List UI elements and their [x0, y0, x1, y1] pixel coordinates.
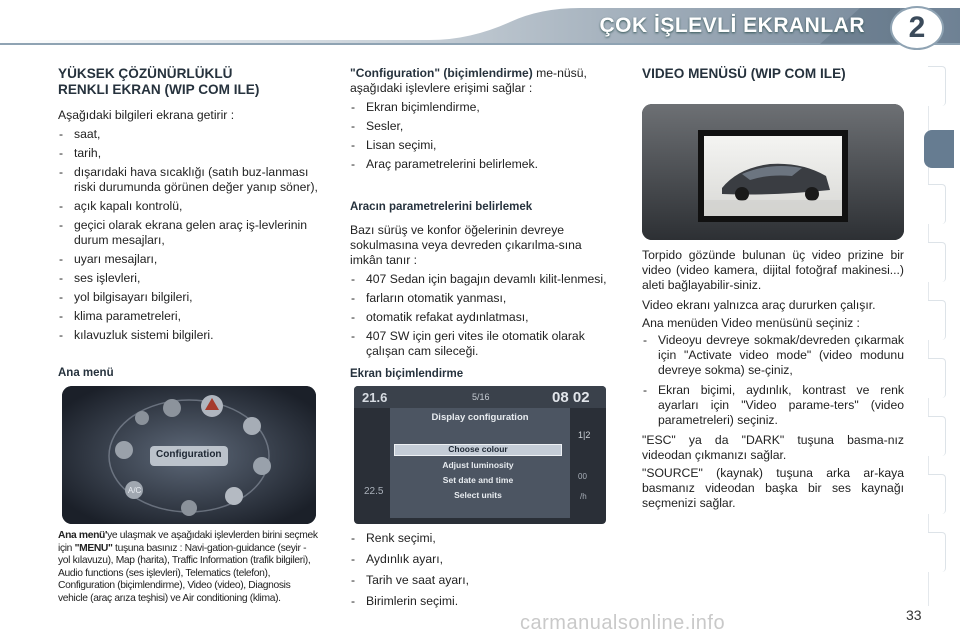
- video-screen-image: [642, 104, 904, 240]
- chapter-tabs: [928, 66, 960, 606]
- list-item: - açık kapalı kontrolü,: [58, 199, 320, 214]
- list-item: - Sesler,: [350, 119, 612, 134]
- chapter-tab[interactable]: [928, 416, 946, 456]
- chapter-tab[interactable]: [928, 474, 946, 514]
- chapter-tab[interactable]: [928, 242, 946, 282]
- list-item: - 407 SW için geri vites ile otomatik olarak çalışan cam sileceği.: [350, 329, 612, 359]
- watermark: carmanualsonline.info: [520, 612, 726, 634]
- main-menu-caption: Ana menü'ye ulaşmak ve aşağıdaki işlevlerden birini seçmek için "MENU" tuşuna basınız : Navi-gation-guidance (seyir - yol kılavuzu), Map (harita), Traffic Information (trafik bilgileri), Audio functions (ses işlevleri), Telematics (telefon), Configuration (biçimlendirme), Video (video), Diagnosis vehicle (araç arıza teşhisi) ve Air conditioning (klima).: [58, 530, 318, 604]
- config-list: [350, 100, 612, 172]
- list-item: - kılavuzluk sistemi bilgileri.: [58, 328, 320, 343]
- screen-temp-readout: 21.6: [362, 390, 388, 405]
- video-para-2: Video ekranı yalnızca araç dururken çalışır.: [642, 298, 876, 312]
- list-item: - uyarı mesajları,: [58, 252, 320, 267]
- list-item: - saat,: [58, 127, 320, 142]
- list-item: - geçici olarak ekrana gelen araç iş-levlerinin durum mesajları,: [58, 218, 320, 248]
- list-item: - Tarih ve saat ayarı,: [350, 573, 612, 588]
- chapter-tab[interactable]: [928, 66, 946, 106]
- chapter-tab-active[interactable]: [924, 130, 954, 168]
- list-item: - Araç parametrelerini belirlemek.: [350, 157, 612, 172]
- list-item: - Renk seçimi,: [350, 531, 612, 546]
- menu-screen-label: Configuration: [156, 449, 222, 460]
- screen-clock: 08 02: [552, 389, 590, 406]
- chapter-tab[interactable]: [928, 300, 946, 340]
- page-header: [0, 0, 960, 50]
- chapter-tab[interactable]: [928, 184, 946, 224]
- list-item: - dışarıdaki hava sıcaklığı (satıh buz-lanması riski durumunda görünen değer yanıp söner),: [58, 165, 320, 195]
- screen-option-choose-colour: Choose colour: [448, 444, 508, 454]
- params-text: Bazı sürüş ve konfor öğelerinin devreye sokulmasına veya devreden çıkarılma-sına imkân tanır :: [350, 223, 582, 267]
- screen-options-list: [350, 531, 612, 609]
- screen-option-units: Select units: [454, 490, 502, 500]
- screen-right-readout: 1|2: [578, 430, 591, 440]
- display-info-list: [58, 127, 320, 343]
- screen-left-bottom: 22.5: [364, 486, 384, 497]
- section-title-display: YÜKSEK ÇÖZÜNÜRLÜKLÜ RENKLI EKRAN (WIP COM ILE): [58, 66, 260, 97]
- video-menu-title: VIDEO MENÜSÜ (WIP COM ILE): [642, 66, 846, 81]
- params-list: [350, 272, 612, 359]
- page-number: 33: [906, 607, 922, 623]
- config-intro: "Configuration" (biçimlendirme) me-nüsü, aşağıdaki işlevlere erişimi sağlar :: [350, 66, 587, 95]
- screen-config-heading: Ekran biçimlendirme: [350, 368, 464, 380]
- ana-menu-heading: Ana menü: [58, 367, 114, 379]
- display-config-screen-image: [354, 386, 606, 524]
- video-para-3: Ana menüden Video menüsünü seçiniz :: [642, 316, 860, 330]
- middle-column: [350, 66, 612, 359]
- screen-options-column: [350, 527, 612, 609]
- list-item: - klima parametreleri,: [58, 309, 320, 324]
- list-item: - Ekran biçimi, aydınlık, kontrast ve renk ayarları için "Video parame-ters" (video parametreleri) seçiniz.: [642, 383, 904, 428]
- page-title: ÇOK İŞLEVLİ EKRANLAR: [599, 14, 865, 37]
- video-screen-art: [642, 104, 904, 240]
- list-item: - ses işlevleri,: [58, 271, 320, 286]
- chapter-tab[interactable]: [928, 358, 946, 398]
- screen-track-readout: 5/16: [472, 392, 490, 402]
- screen-menu-title: Display configuration: [431, 412, 529, 423]
- params-heading: Aracın parametrelerini belirlemek: [350, 201, 533, 213]
- list-item: - Birimlerin seçimi.: [350, 594, 612, 609]
- left-column: [58, 66, 320, 343]
- video-para-1: Torpido gözünde bulunan üç video prizine bir video (video kamera, dijital fotoğraf makinesi...) aleti bağlayabilir-siniz.: [642, 248, 904, 292]
- right-column-text: [642, 248, 904, 511]
- video-para-4: "ESC" ya da "DARK" tuşuna basma-nız videodan çıkmanızı sağlar.: [642, 433, 904, 462]
- video-para-5: "SOURCE" (kaynak) tuşuna arka ar-kaya basmanız videodan başka bir ses kaynağı seçmenizi sağlar.: [642, 466, 904, 510]
- list-item: - Aydınlık ayarı,: [350, 552, 612, 567]
- list-item: - otomatik refakat aydınlatması,: [350, 310, 612, 325]
- intro-text: Aşağıdaki bilgileri ekrana getirir :: [58, 108, 235, 122]
- video-options-list: [642, 333, 904, 428]
- chapter-number-badge: 2: [890, 6, 944, 50]
- screen-option-date-time: Set date and time: [442, 475, 514, 485]
- screen-right-low: 00: [578, 472, 587, 481]
- chapter-tab[interactable]: [928, 532, 946, 572]
- list-item: - Videoyu devreye sokmak/devreden çıkarmak için "Activate video mode" (video modunu devreye sokma) se-çiniz,: [642, 333, 904, 378]
- screen-option-luminosity: Adjust luminosity: [442, 460, 514, 470]
- list-item: - Lisan seçimi,: [350, 138, 612, 153]
- list-item: - 407 Sedan için bagajın devamlı kilit-lenmesi,: [350, 272, 612, 287]
- list-item: - yol bilgisayarı bilgileri,: [58, 290, 320, 305]
- list-item: - tarih,: [58, 146, 320, 161]
- main-menu-screen-image: [62, 386, 316, 524]
- menu-screen-sublabel: A/C: [128, 486, 142, 495]
- screen-right-bottom: /h: [580, 492, 587, 501]
- list-item: - Ekran biçimlendirme,: [350, 100, 612, 115]
- list-item: - farların otomatik yanması,: [350, 291, 612, 306]
